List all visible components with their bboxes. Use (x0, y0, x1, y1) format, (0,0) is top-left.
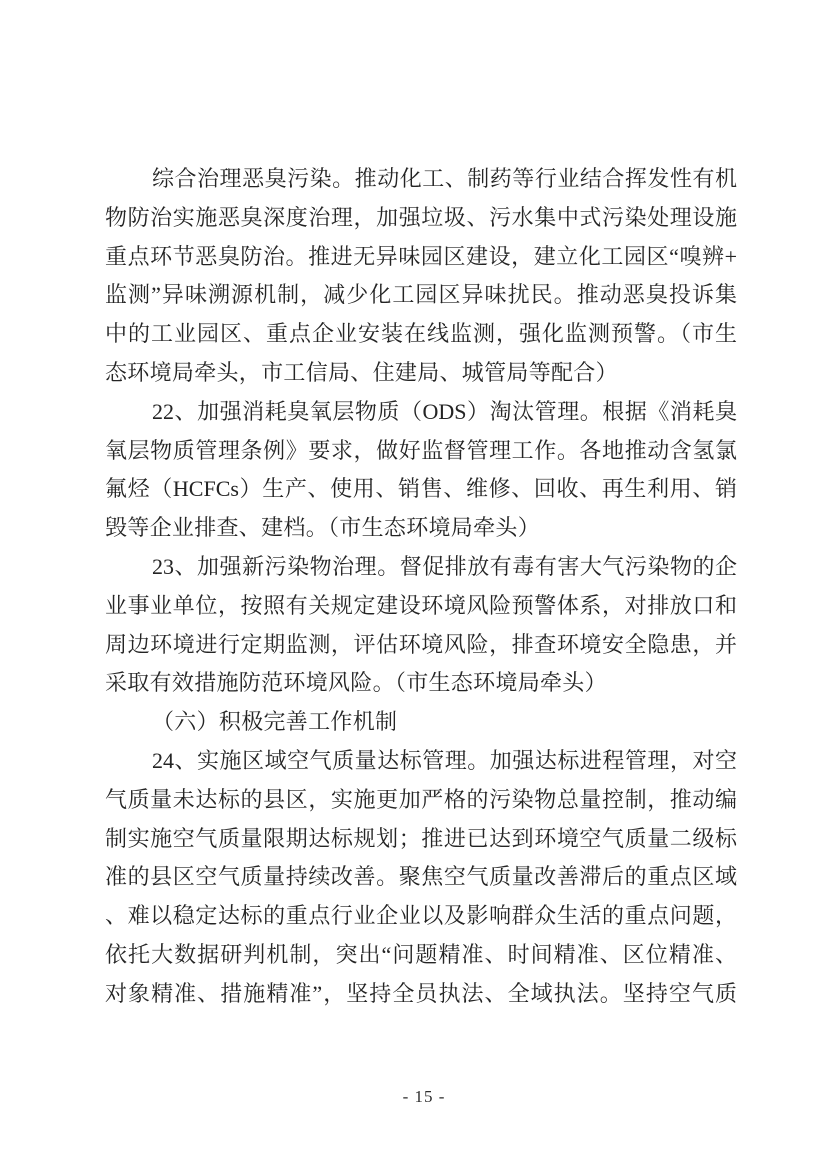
text-line: 周边环境进行定期监测，评估环境风险，排查环境安全隐患，并 (105, 631, 737, 657)
text-line: 准的县区空气质量持续改善。聚焦空气质量改善滞后的重点区域 (105, 864, 737, 890)
text-line: 、难以稳定达标的重点行业企业以及影响群众生活的重点问题， (105, 903, 737, 929)
text-line: 依托大数据研判机制，突出“问题精准、时间精准、区位精准、 (105, 941, 737, 967)
text-line: 气质量未达标的县区，实施更加严格的污染物总量控制，推动编 (105, 786, 737, 812)
text-line: 制实施空气质量限期达标规划；推进已达到环境空气质量二级标 (105, 825, 737, 851)
text-line: （六）积极完善工作机制 (152, 709, 398, 735)
text-line: 监测”异味溯源机制，减少化工园区异味扰民。推动恶臭投诉集 (105, 282, 737, 308)
text-line: 24、实施区域空气质量达标管理。加强达标进程管理，对空 (152, 747, 737, 773)
text-line: 业事业单位，按照有关规定建设环境风险预警体系，对排放口和 (105, 592, 737, 618)
text-line: 采取有效措施防范环境风险。（市生态环境局牵头） (105, 670, 607, 696)
text-line: 对象精准、措施精准”，坚持全员执法、全域执法。坚持空气质 (105, 980, 737, 1006)
text-line: 毁等企业排查、建档。（市生态环境局牵头） (105, 515, 541, 541)
text-line: 氧层物质管理条例》要求，做好监督管理工作。各地推动含氢氯 (105, 437, 737, 463)
text-line: 物防治实施恶臭深度治理，加强垃圾、污水集中式污染处理设施 (105, 204, 737, 230)
text-line: 态环境局牵头，市工信局、住建局、城管局等配合） (105, 359, 618, 385)
text-line: 中的工业园区、重点企业安装在线监测，强化监测预警。（市生 (105, 321, 737, 347)
document-body (105, 160, 737, 1014)
text-line: 重点环节恶臭防治。推进无异味园区建设，建立化工园区“嗅辨+ (105, 243, 737, 269)
text-line: 22、加强消耗臭氧层物质（ODS）淘汰管理。根据《消耗臭 (152, 398, 737, 424)
page-number: - 15 - (402, 1087, 446, 1106)
text-line: 综合治理恶臭污染。推动化工、制药等行业结合挥发性有机 (152, 166, 737, 191)
text-line: 23、加强新污染物治理。督促排放有毒有害大气污染物的企 (152, 553, 737, 579)
text-line: 氟烃（HCFCs）生产、使用、销售、维修、回收、再生利用、销 (105, 476, 737, 502)
